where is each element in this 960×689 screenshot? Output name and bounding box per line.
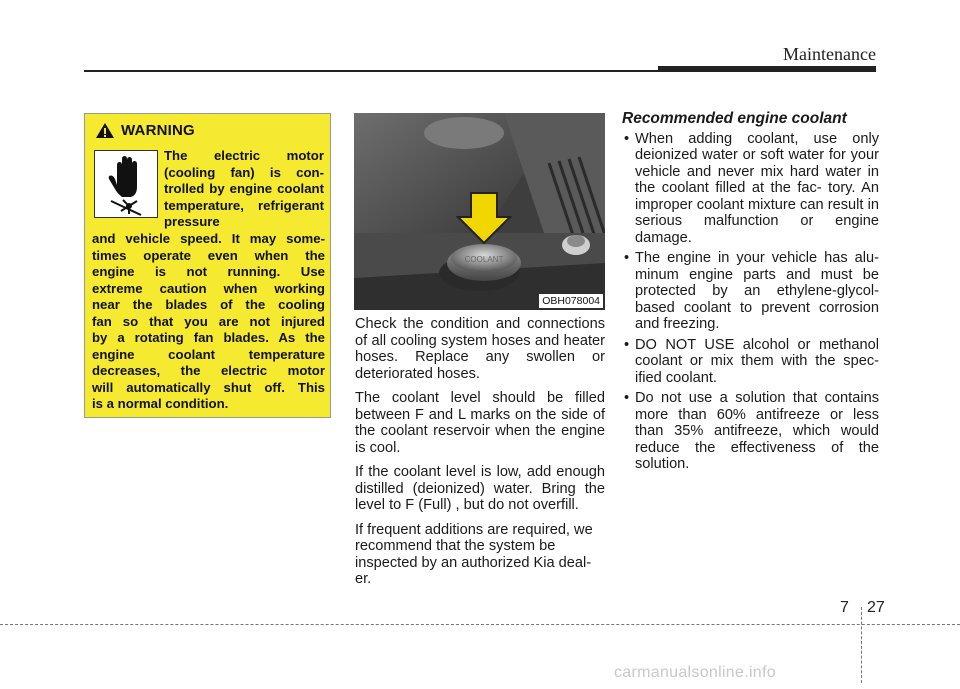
body-paragraph: If frequent additions are required, we recommend that the system be inspected by an authorized Kia deal- er. bbox=[355, 521, 593, 587]
bullet-list bbox=[622, 131, 879, 473]
body-text bbox=[355, 316, 605, 596]
chapter-number: 7 bbox=[840, 599, 849, 616]
warning-line: engine is not running. Use bbox=[92, 264, 325, 279]
warning-line: extreme caution when working bbox=[92, 280, 325, 296]
section-heading: Recommended engine coolant bbox=[622, 110, 847, 127]
warning-line: is a normal condition. bbox=[92, 396, 229, 411]
warning-line: and vehicle speed. It may some- bbox=[92, 231, 325, 246]
body-paragraph: The coolant level should be filled between F and L marks on the side of the coolant reservoir when the engine is cool. bbox=[355, 390, 605, 456]
body-paragraph: If the coolant level is low, add enough distilled (deionized) water. Bring the level to F (Full) , but do not overfill. bbox=[355, 464, 605, 513]
warning-line: fan so that you are not injured bbox=[92, 313, 325, 329]
warning-line: times operate even when the bbox=[92, 247, 325, 263]
hand-fan-icon bbox=[94, 150, 158, 218]
body-paragraph: Check the condition and connections of all cooling system hoses and heater hoses. Replace any swollen or deteriorated hoses. bbox=[355, 316, 605, 382]
section-title: Maintenance bbox=[783, 44, 876, 64]
watermark: carmanualsonline.info bbox=[614, 664, 776, 681]
recommended-section bbox=[622, 111, 879, 477]
warning-triangle-icon bbox=[95, 122, 115, 139]
bullet-item: • The engine in your vehicle has alu- minum engine parts and must be protected by an ethylene-glycol- based coolant to prevent corrosion and freezing. bbox=[622, 250, 879, 333]
page-number: 27 bbox=[867, 599, 885, 616]
warning-box bbox=[84, 113, 331, 418]
footer-rule bbox=[0, 624, 960, 625]
warning-line: decreases, the electric motor bbox=[92, 363, 325, 378]
footer-divider bbox=[861, 607, 862, 683]
warning-title: WARNING bbox=[121, 122, 195, 139]
warning-line: by a rotating fan blades. As the bbox=[92, 330, 325, 345]
bullet-item: • DO NOT USE alcohol or methanol coolant or mix them with the spec- ified coolant. bbox=[622, 337, 879, 387]
warning-intro: The electric motor (cooling fan) is con- trolled by engine coolant temperature, refrigerant pressure bbox=[164, 148, 324, 229]
bullet-item: • When adding coolant, use only deionized water or soft water for your vehicle and never mix hard water in the coolant filled at the fac- tory. An improper coolant mixture can result in serious malfunction or engine damage. bbox=[622, 131, 879, 247]
engine-photo bbox=[354, 113, 605, 310]
warning-line: near the blades of the cooling bbox=[92, 297, 325, 312]
figure-code: OBH078004 bbox=[539, 294, 603, 308]
cap-label: COOLANT bbox=[464, 255, 504, 264]
warning-line: will automatically shut off. This bbox=[92, 379, 325, 395]
bullet-item: • Do not use a solution that contains more than 60% antifreeze or less than 35% antifreeze, which would reduce the effectiveness of the solution. bbox=[622, 390, 879, 473]
header-bar bbox=[658, 66, 876, 72]
warning-line: engine coolant temperature bbox=[92, 346, 325, 362]
warning-header bbox=[95, 122, 195, 139]
